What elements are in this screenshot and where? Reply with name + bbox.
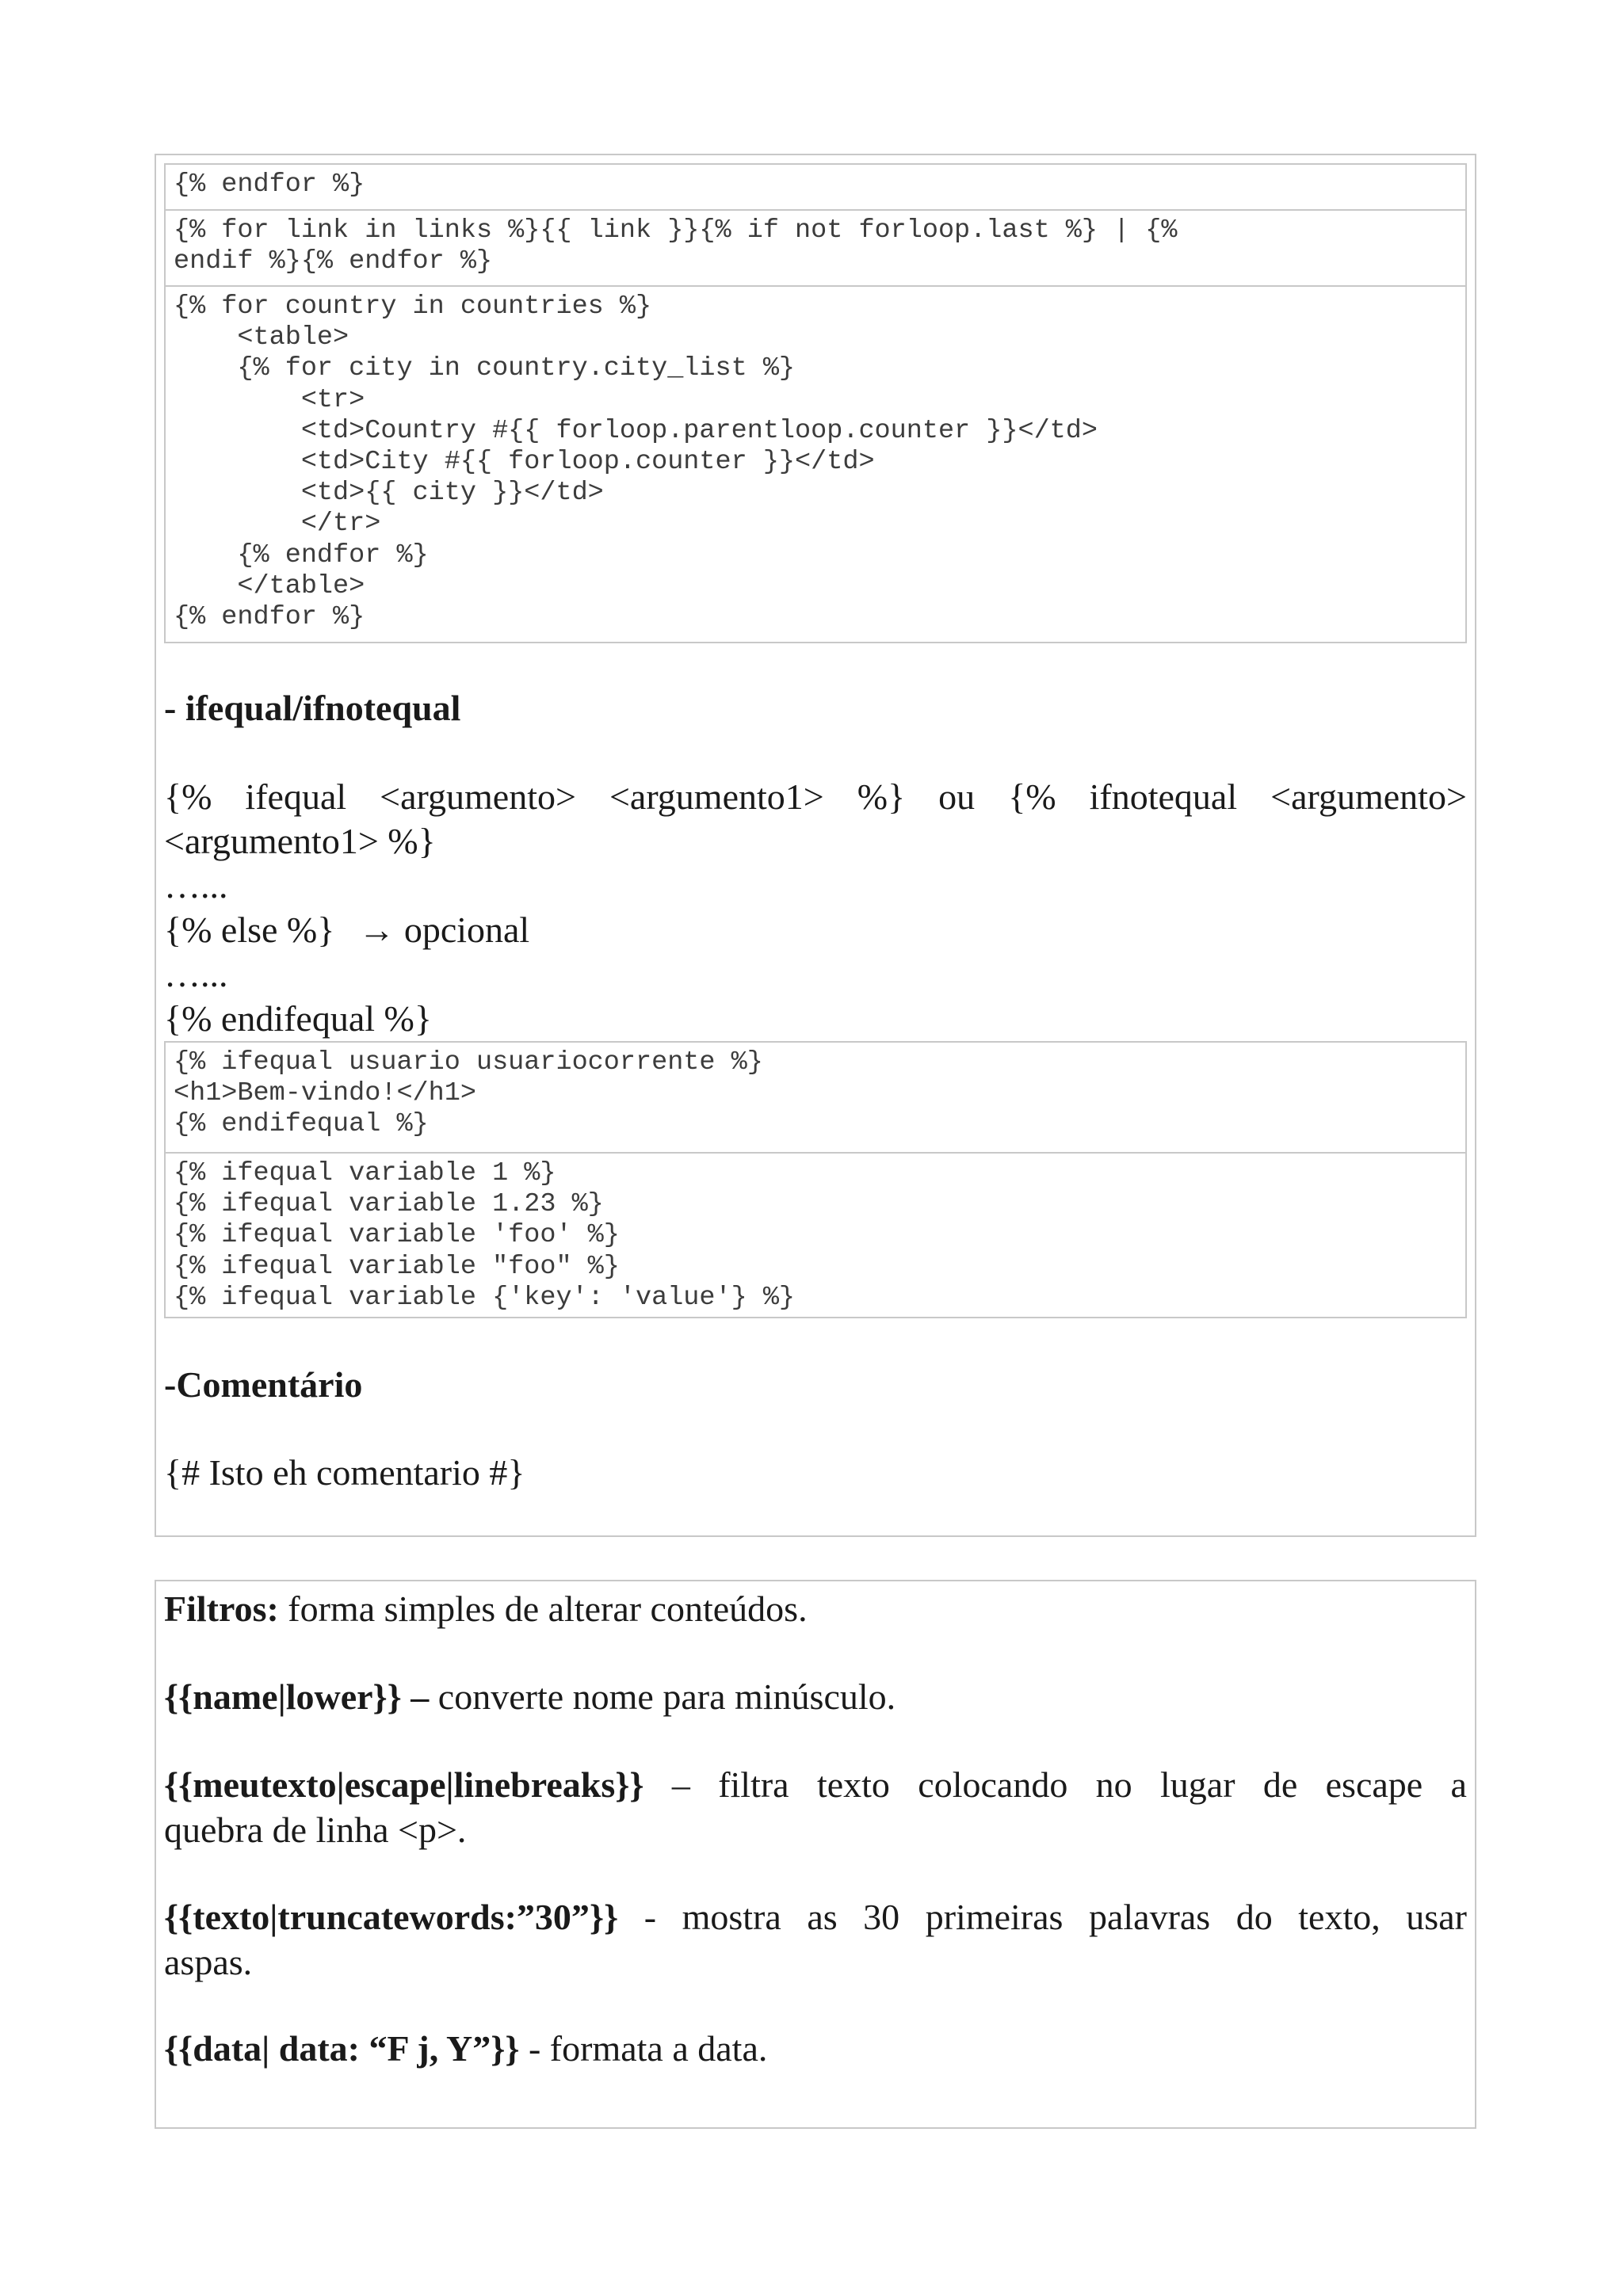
filter-trunc-line-2: aspas. — [164, 1942, 253, 1982]
desc-word: palavras — [1088, 1897, 1211, 1937]
filter-description: converte nome para minúsculo. — [429, 1676, 896, 1717]
filter-code: {{meutexto|escape|linebreaks}} — [164, 1764, 644, 1805]
desc-word: as — [807, 1897, 838, 1937]
desc-word: primeiras — [925, 1897, 1064, 1937]
code-block-links-loop — [164, 209, 1467, 287]
ifequal-syntax-line — [164, 776, 1467, 818]
desc-word: lugar — [1160, 1764, 1235, 1805]
comment-heading: -Comentário — [164, 1364, 363, 1405]
code-line: {% endifequal %} — [174, 1109, 429, 1140]
filter-truncatewords — [164, 1896, 1467, 1983]
else-note: → opcional — [358, 910, 530, 950]
filter-escape — [164, 1764, 1467, 1851]
code-line: endif %}{% endfor %} — [174, 246, 493, 277]
code-line: {% ifequal variable 'foo' %} — [174, 1220, 620, 1251]
filter-trunc-line-1 — [164, 1896, 1467, 1938]
filter-code: {{name|lower}} — [164, 1676, 402, 1717]
code-line: </table> — [174, 570, 365, 601]
code-line: {% for country in countries %} — [174, 292, 652, 322]
filters-intro — [164, 1588, 1467, 1630]
code-line: <td>City #{{ forloop.counter }}</td> — [174, 446, 875, 477]
desc-word: filtra — [718, 1764, 789, 1805]
desc-word: 30 — [863, 1897, 900, 1937]
else-line — [164, 909, 1467, 951]
code-line: <table> — [174, 322, 349, 353]
desc-word: escape — [1325, 1764, 1423, 1805]
filter-description: - formata a data. — [519, 2028, 768, 2069]
filters-box — [155, 1580, 1476, 2129]
filters-intro-text: forma simples de alterar conteúdos. — [278, 1589, 808, 1629]
code-line: {% ifequal usuario usuariocorrente %} — [174, 1047, 763, 1077]
code-line: {% ifequal variable 1.23 %} — [174, 1189, 604, 1220]
desc-word: texto, — [1298, 1897, 1381, 1937]
ifequal-heading: - ifequal/ifnotequal — [164, 688, 461, 728]
syntax-word: ifnotequal — [1089, 776, 1238, 817]
code-line: {% endfor %} — [174, 601, 365, 632]
code-line: {% for link in links %}{{ link }}{% if not forloop.last %} | {% — [174, 215, 1178, 246]
syntax-word: <argumento1> — [609, 776, 824, 817]
code-line: <td>{{ city }}</td> — [174, 478, 604, 509]
desc-word: a — [1450, 1764, 1467, 1805]
syntax-word: ou — [938, 776, 976, 817]
code-line: {% ifequal variable 1 %} — [174, 1158, 556, 1188]
filter-escape-line-2: quebra de linha <p>. — [164, 1810, 467, 1850]
code-line: <td>Country #{{ forloop.parentloop.counter }}</td> — [174, 415, 1098, 446]
else-tag: {% else %} — [164, 910, 335, 950]
code-block-ifequal-example — [164, 1041, 1467, 1154]
filters-title: Filtros: — [164, 1589, 279, 1629]
code-block-ifequal-variants — [164, 1152, 1467, 1318]
filter-code: {{texto|truncatewords:”30”}} — [164, 1897, 619, 1937]
syntax-word: %} — [857, 776, 906, 817]
code-line: {% endfor %} — [174, 540, 429, 570]
desc-word: colocando — [918, 1764, 1068, 1805]
desc-word: de — [1262, 1764, 1298, 1805]
desc-word: texto — [816, 1764, 890, 1805]
desc-word: do — [1235, 1897, 1273, 1937]
desc-word: – — [671, 1764, 690, 1805]
desc-word: mostra — [682, 1897, 781, 1937]
syntax-word: ifequal — [245, 776, 347, 817]
code-line: {% ifequal variable "foo" %} — [174, 1251, 620, 1282]
code-block-countries-loop — [164, 285, 1467, 643]
code-line: {% endfor %} — [174, 170, 365, 200]
code-line: <h1>Bem-vindo!</h1> — [174, 1078, 476, 1109]
comment-syntax: {# Isto eh comentario #} — [164, 1452, 525, 1493]
template-tags-box — [155, 154, 1476, 1537]
ellipsis: …... — [164, 865, 228, 906]
ellipsis: …... — [164, 954, 228, 994]
desc-word: no — [1095, 1764, 1132, 1805]
desc-word: usar — [1406, 1897, 1467, 1937]
syntax-word: {% — [1008, 776, 1056, 817]
code-line: {% ifequal variable {'key': 'value'} %} — [174, 1282, 796, 1313]
endifequal-line: {% endifequal %} — [164, 998, 432, 1039]
code-line: <tr> — [174, 384, 365, 415]
ifequal-syntax-line-2: <argumento1> %} — [164, 821, 436, 861]
filter-escape-line-1 — [164, 1764, 1467, 1806]
filter-code: {{data| data: “F j, Y”}} — [164, 2028, 520, 2069]
code-line: </tr> — [174, 509, 381, 540]
code-block-endfor — [164, 163, 1467, 211]
filter-lower — [164, 1676, 1467, 1718]
filter-date — [164, 2027, 1467, 2069]
code-line: {% for city in country.city_list %} — [174, 353, 796, 384]
syntax-word: {% — [164, 776, 212, 817]
syntax-word: <argumento> — [380, 776, 576, 817]
syntax-word: <argumento> — [1270, 776, 1467, 817]
filter-dash: – — [401, 1676, 430, 1717]
desc-word: - — [643, 1897, 657, 1937]
